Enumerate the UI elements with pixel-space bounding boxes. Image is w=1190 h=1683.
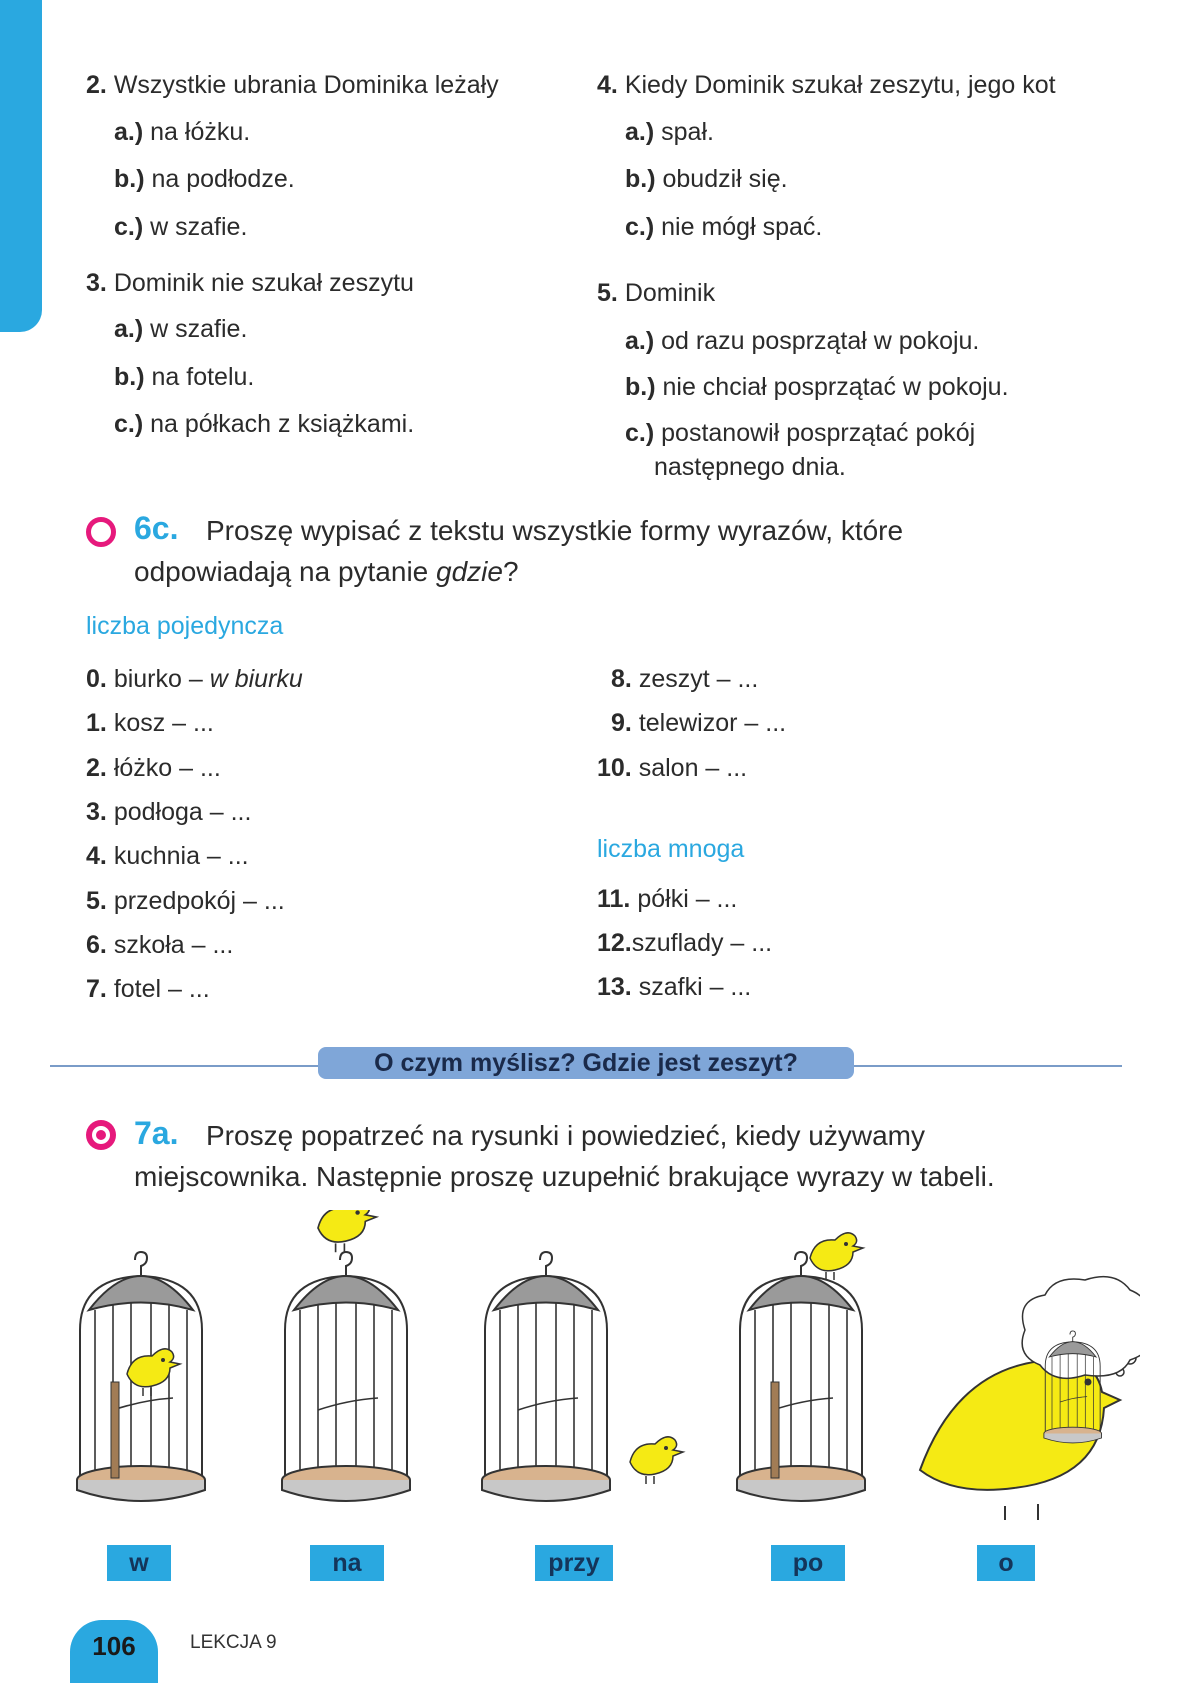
section-banner: O czym myślisz? Gdzie jest zeszyt? (318, 1047, 854, 1079)
singular-label: liczba pojedyncza (86, 612, 284, 640)
question-4: 4. Kiedy Dominik szukał zeszytu, jego kot (597, 71, 1056, 99)
question-5-option-c: c.) postanowił posprzątać pokój (625, 419, 976, 447)
list-item: 4. kuchnia – ... (86, 842, 249, 870)
question-5-option-c-continuation: następnego dnia. (654, 453, 846, 481)
question-3-option-c: c.) na półkach z książkami. (114, 410, 415, 438)
grammar-exercise-icon (86, 1120, 116, 1150)
question-2-option-b: b.) na podłodze. (114, 165, 295, 193)
list-item: 13. szafki – ... (597, 973, 752, 1001)
lesson-label: LEKCJA 9 (190, 1632, 277, 1653)
question-2-option-a: a.) na łóżku. (114, 118, 251, 146)
question-3: 3. Dominik nie szukał zeszytu (86, 269, 414, 297)
list-item: 2. łóżko – ... (86, 754, 221, 782)
edge-tab (0, 0, 42, 332)
list-item: 10. salon – ... (597, 754, 748, 782)
list-item: 7. fotel – ... (86, 975, 210, 1003)
question-5: 5. Dominik (597, 279, 716, 307)
list-item: 3. podłoga – ... (86, 798, 252, 826)
exercise-6c-instruction: Proszę wypisać z tekstu wszystkie formy wyrazów, które odpowiadają na pytanie gdzie? (134, 515, 904, 587)
preposition-label-o: o (977, 1545, 1035, 1581)
list-item: 9. telewizor – ... (611, 709, 787, 737)
exercise-6c-number: 6c. (134, 510, 179, 546)
question-4-option-c: c.) nie mógł spać. (625, 213, 823, 241)
preposition-label-przy: przy (535, 1545, 613, 1581)
preposition-label-po: po (771, 1545, 845, 1581)
list-item: 5. przedpokój – ... (86, 887, 285, 915)
question-2-option-c: c.) w szafie. (114, 213, 248, 241)
preposition-label-na: na (310, 1545, 384, 1581)
list-item: 1. kosz – ... (86, 709, 214, 737)
question-4-option-b: b.) obudził się. (625, 165, 788, 193)
plural-label: liczba mnoga (597, 835, 745, 863)
question-3-option-a: a.) w szafie. (114, 315, 248, 343)
exercise-7a-instruction: Proszę popatrzeć na rysunki i powiedzieć, kiedy używamy miejscownika. Następnie proszę uzupełnić brakujące wyrazy w tabeli. (134, 1120, 995, 1192)
exercise-7a-number: 7a. (134, 1115, 179, 1151)
list-item: 12.szuflady – ... (597, 929, 773, 957)
question-4-option-a: a.) spał. (625, 118, 714, 146)
question-2: 2. Wszystkie ubrania Dominika leżały (86, 71, 499, 99)
cage-illustrations (60, 1210, 1140, 1520)
page-number: 106 (70, 1620, 158, 1683)
question-5-option-a: a.) od razu posprzątał w pokoju. (625, 327, 980, 355)
list-item: 11. półki – ... (597, 885, 738, 913)
question-3-option-b: b.) na fotelu. (114, 363, 255, 391)
question-5-option-b: b.) nie chciał posprzątać w pokoju. (625, 373, 1009, 401)
speaking-exercise-icon (86, 517, 116, 547)
list-item: 0. biurko – w biurku (86, 665, 303, 693)
list-item: 6. szkoła – ... (86, 931, 234, 959)
list-item: 8. zeszyt – ... (611, 665, 759, 693)
preposition-label-w: w (107, 1545, 171, 1581)
